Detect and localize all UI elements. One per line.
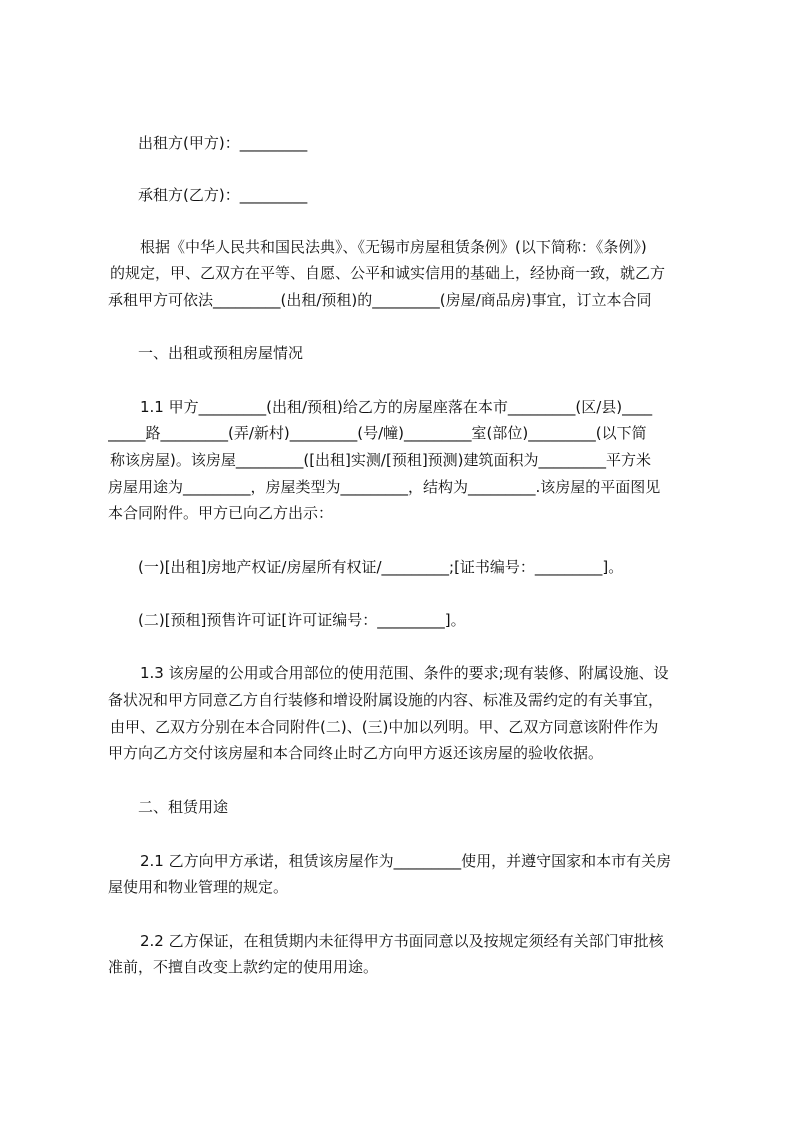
clause-1-3-line-1: 1.3 该房屋的公用或合用部位的使用范围、条件的要求;现有装修、附属设施、设 [140,664,669,682]
preamble-line-1: 根据《中华人民共和国民法典》、《无锡市房屋租赁条例》(以下简称：《条例》) [140,238,647,256]
clause-2-2-line-1: 2.2 乙方保证，在租赁期内未征得甲方书面同意以及按规定须经有关部门审批核 [140,932,664,950]
section-1-heading: 一、出租或预租房屋情况 [138,344,304,362]
clause-2-1-line-1: 2.1 乙方向甲方承诺，租赁该房屋作为_________使用，并遵守国家和本市有关房 [140,852,672,870]
clause-1-1-line-1: 1.1 甲方_________(出租/预租)给乙方的房屋座落在本市_________(区/县)____ [140,398,653,416]
section-2-heading: 二、租赁用途 [138,798,229,816]
clause-1-1-line-3: 称该房屋)。该房屋_________([出租]实测/[预租]预测)建筑面积为_________平方米 [110,451,652,469]
clause-1-3-line-4: 甲方向乙方交付该房屋和本合同终止时乙方向甲方返还该房屋的验收依据。 [108,744,604,762]
clause-2-1-line-2: 屋使用和物业管理的规定。 [108,878,289,896]
clause-1-1-line-4: 房屋用途为_________，房屋类型为_________，结构为_________.该房屋的平面图见 [108,478,661,496]
clause-1-1-line-5: 本合同附件。甲方已向乙方出示： [108,504,334,522]
clause-1-3-line-2: 备状况和甲方同意乙方自行装修和增设附属设施的内容、标准及需约定的有关事宜， [108,691,664,709]
certificate-item-1: (一)[出租]房地产权证/房屋所有权证/_________;[证书编号：_________]。 [138,558,624,576]
lessee-line: 承租方(乙方)：_________ [138,186,308,204]
clause-2-2-line-2: 准前，不擅自改变上款约定的使用用途。 [108,958,379,976]
preamble-line-2: 的规定，甲、乙双方在平等、自愿、公平和诚实信用的基础上，经协商一致，就乙方 [110,264,666,282]
preamble-line-3: 承租甲方可依法_________(出租/预租)的_________(房屋/商品房)事宜，订立本合同 [108,291,652,309]
clause-1-1-line-2: _____路_________(弄/新村)_________(号/幢)_________室(部位)_________(以下简 [108,424,647,442]
clause-1-3-line-3: 由甲、乙双方分别在本合同附件(二)、(三)中加以列明。甲、乙双方同意该附件作为 [110,718,659,736]
certificate-item-2: (二)[预租]预售许可证[许可证编号：_________]。 [138,611,466,629]
lessor-line: 出租方(甲方)：_________ [138,134,308,152]
